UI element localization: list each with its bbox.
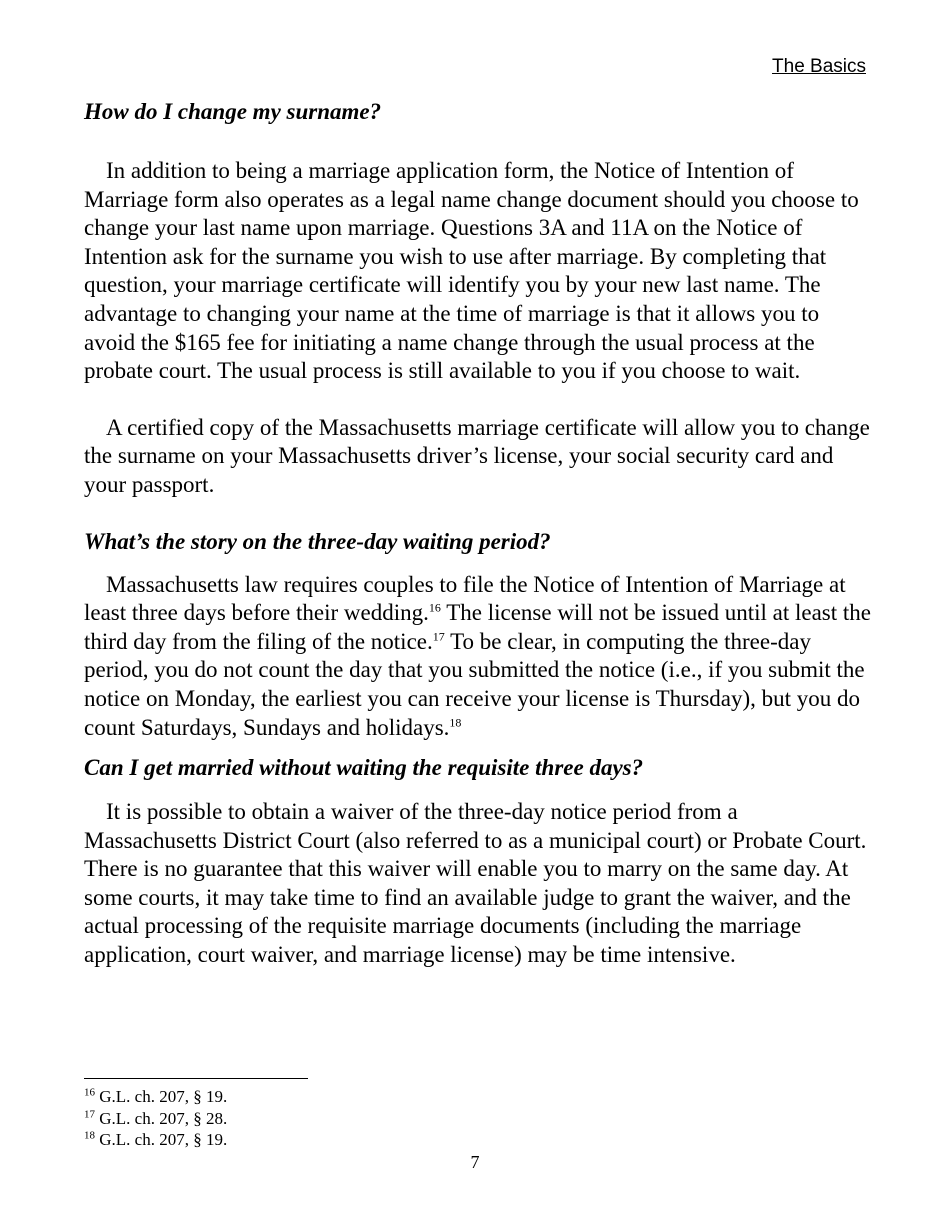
paragraph-waiver: It is possible to obtain a waiver of the three-day notice period from a Massachusetts District Court (also referred to as a municipal court) or Probate Court. There is no guarantee that this waiver will enable you to marry on the same day. At some courts, it may take time to find an available judge to grant the waiver, and the actual processing of the requisite marriage documents (including the marriage application, court waiver, and marriage license) may be time intensive. — [84, 799, 867, 968]
page-content — [84, 96, 874, 970]
footnote-text: G.L. ch. 207, § 28. — [95, 1108, 228, 1128]
footnote-separator — [84, 1078, 308, 1079]
footnote-18 — [84, 1129, 227, 1151]
page-number: 7 — [470, 1152, 480, 1172]
text-run: The license will not be issued until at least the third day from the filing of the notice. — [84, 600, 871, 654]
footnote-text: G.L. ch. 207, § 19. — [95, 1130, 228, 1149]
running-header: The Basics — [772, 56, 866, 77]
paragraph-waiting-period — [84, 571, 874, 743]
paragraph-certified-copy: A certified copy of the Massachusetts marriage certificate will allow you to change the surname on your Massachusetts driver’s license, your social security card and your passport. — [84, 414, 870, 497]
footnote-text: G.L. ch. 207, § 19. — [95, 1087, 228, 1106]
footnote-number: 17 — [84, 1107, 95, 1120]
footnote-17 — [84, 1108, 227, 1130]
footnote-ref-17: 17 — [432, 629, 445, 644]
footnote-number: 18 — [84, 1129, 95, 1142]
section-heading-waiver: Can I get married without waiting the requisite three days? — [84, 755, 644, 781]
footnote-16 — [84, 1086, 227, 1108]
paragraph-surname-change: In addition to being a marriage application form, the Notice of Intention of Marriage form also operates as a legal name change document should you choose to change your last name upon marriage. Questions 3A and 11A on the Notice of Intention ask for the surname you wish to use after marriage. By completing that question, your marriage certificate will identify you by your new last name. The advantage to changing your name at the time of marriage is that it allows you to avoid the $165 fee for initiating a name change through the usual process at the probate court. The usual process is still available to you if you choose to wait. — [84, 158, 859, 384]
footnote-number: 16 — [84, 1086, 95, 1099]
text-run: To be clear, in computing the three-day period, you do not count the day that you submitted the notice (i.e., if you submit the notice on Monday, the earliest you can receive your license is Thursday), but you do count Saturdays, Sundays and holidays. — [84, 628, 865, 740]
footnote-ref-18: 18 — [449, 714, 462, 729]
section-heading-surname: How do I change my surname? — [84, 99, 382, 124]
section-heading-waiting-period: What’s the story on the three-day waiting period? — [84, 528, 551, 554]
footnote-ref-16: 16 — [428, 600, 441, 615]
footnotes — [84, 1086, 227, 1151]
text-run: Massachusetts law requires couples to file the Notice of Intention of Marriage at least three days before their wedding. — [84, 571, 846, 626]
